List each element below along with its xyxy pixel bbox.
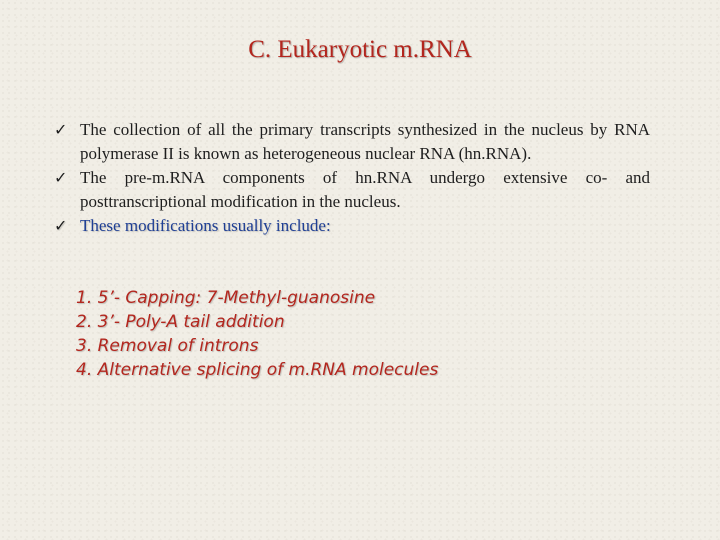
bullet-text: The pre-m.RNA components of hn.RNA undergo extensive co- and posttranscriptional modification in the nucleus. bbox=[80, 168, 650, 211]
bullet-list bbox=[54, 118, 650, 238]
bullet-text: The collection of all the primary transcripts synthesized in the nucleus by RNA polymerase II is known as heterogeneous nuclear RNA (hn.RNA). bbox=[80, 120, 650, 163]
bullet-item bbox=[54, 214, 650, 238]
checkmark-icon: ✓ bbox=[54, 216, 68, 235]
checkmark-icon: ✓ bbox=[54, 120, 68, 139]
checkmark-icon: ✓ bbox=[54, 168, 68, 187]
bullet-item bbox=[54, 118, 650, 166]
bullet-text: These modifications usually include: bbox=[80, 216, 331, 235]
slide-title: C. Eukaryotic m.RNA bbox=[248, 36, 472, 63]
bullet-item bbox=[54, 166, 650, 214]
list-item: 1. 5’- Capping: 7-Methyl-guanosine bbox=[76, 288, 376, 308]
list-item: 2. 3’- Poly-A tail addition bbox=[76, 312, 285, 332]
list-item: 3. Removal of introns bbox=[76, 336, 259, 356]
list-item: 4. Alternative splicing of m.RNA molecules bbox=[76, 360, 439, 380]
modifications-list bbox=[76, 286, 438, 382]
